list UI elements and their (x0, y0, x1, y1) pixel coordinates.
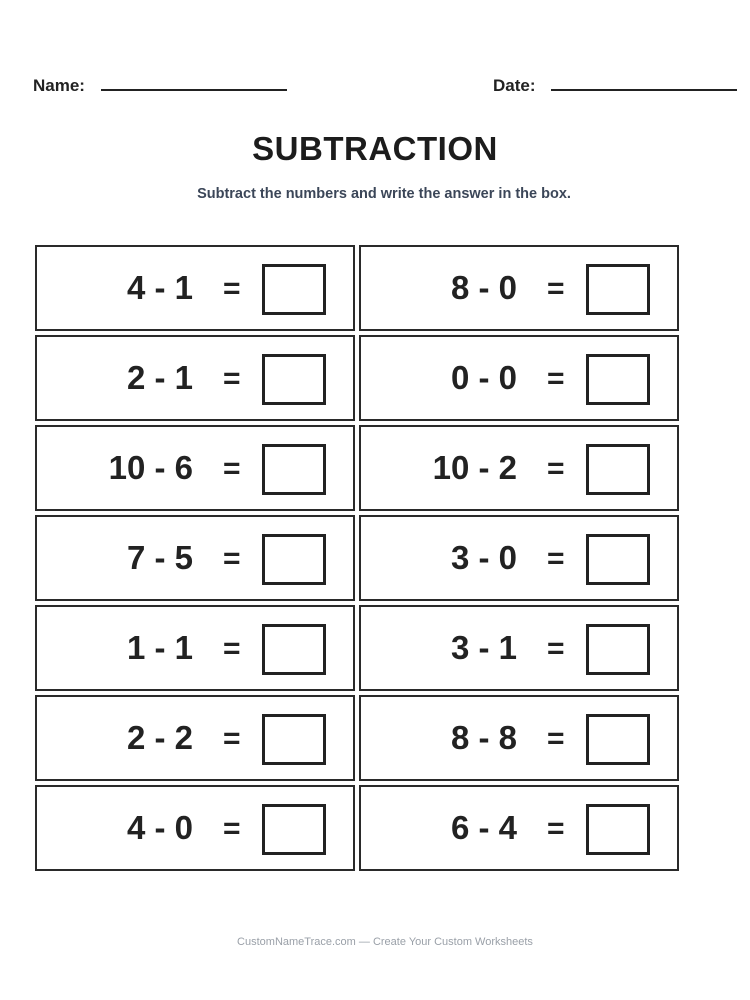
problem-expression: 7 - 5 (126, 539, 193, 576)
answer-box[interactable] (262, 354, 326, 405)
name-line[interactable] (101, 89, 287, 91)
equals-sign: = (547, 722, 565, 755)
problem-cell (359, 425, 679, 511)
answer-box[interactable] (586, 354, 650, 405)
answer-box[interactable] (262, 714, 326, 765)
answer-box[interactable] (586, 624, 650, 675)
problem-cell (35, 605, 355, 691)
problem-cell (35, 335, 355, 421)
equals-sign: = (223, 362, 241, 395)
problem-cell (35, 695, 355, 781)
problem-expression: 3 - 0 (450, 539, 517, 576)
footer-credit: CustomNameTrace.com — Create Your Custom Worksheets (237, 936, 533, 948)
answer-box[interactable] (586, 714, 650, 765)
name-label: Name: (33, 76, 85, 95)
answer-box[interactable] (262, 444, 326, 495)
problem-expression: 4 - 1 (126, 269, 193, 306)
problem-expression: 2 - 1 (126, 359, 193, 396)
problem-cell (359, 695, 679, 781)
equals-sign: = (547, 812, 565, 845)
equals-sign: = (547, 542, 565, 575)
problem-cell (35, 245, 355, 331)
equals-sign: = (223, 812, 241, 845)
answer-box[interactable] (586, 264, 650, 315)
problem-expression: 1 - 1 (126, 629, 193, 666)
answer-box[interactable] (262, 624, 326, 675)
date-field (493, 76, 536, 96)
instructions-text: Subtract the numbers and write the answer in the box. (197, 186, 571, 202)
answer-box[interactable] (262, 264, 326, 315)
problem-cell (359, 245, 679, 331)
equals-sign: = (547, 632, 565, 665)
answer-box[interactable] (262, 534, 326, 585)
equals-sign: = (223, 452, 241, 485)
problem-expression: 6 - 4 (450, 809, 517, 846)
problem-expression: 4 - 0 (126, 809, 193, 846)
problem-expression: 8 - 8 (450, 719, 517, 756)
answer-box[interactable] (586, 534, 650, 585)
problem-cell (35, 515, 355, 601)
problem-expression: 3 - 1 (450, 629, 517, 666)
date-label: Date: (493, 76, 536, 95)
page-title: SUBTRACTION (252, 130, 498, 167)
equals-sign: = (223, 722, 241, 755)
problem-cell (35, 425, 355, 511)
equals-sign: = (547, 452, 565, 485)
problem-expression: 8 - 0 (450, 269, 517, 306)
name-field (33, 76, 85, 96)
problem-expression: 10 - 2 (432, 449, 517, 486)
answer-box[interactable] (262, 804, 326, 855)
equals-sign: = (223, 272, 241, 305)
problem-expression: 2 - 2 (126, 719, 193, 756)
date-line[interactable] (551, 89, 737, 91)
problem-cell (359, 785, 679, 871)
problem-cell (359, 605, 679, 691)
equals-sign: = (223, 542, 241, 575)
problem-expression: 10 - 6 (108, 449, 193, 486)
problem-cell (359, 335, 679, 421)
answer-box[interactable] (586, 444, 650, 495)
equals-sign: = (547, 362, 565, 395)
equals-sign: = (223, 632, 241, 665)
problem-cell (359, 515, 679, 601)
problem-expression: 0 - 0 (450, 359, 517, 396)
equals-sign: = (547, 272, 565, 305)
problem-cell (35, 785, 355, 871)
answer-box[interactable] (586, 804, 650, 855)
